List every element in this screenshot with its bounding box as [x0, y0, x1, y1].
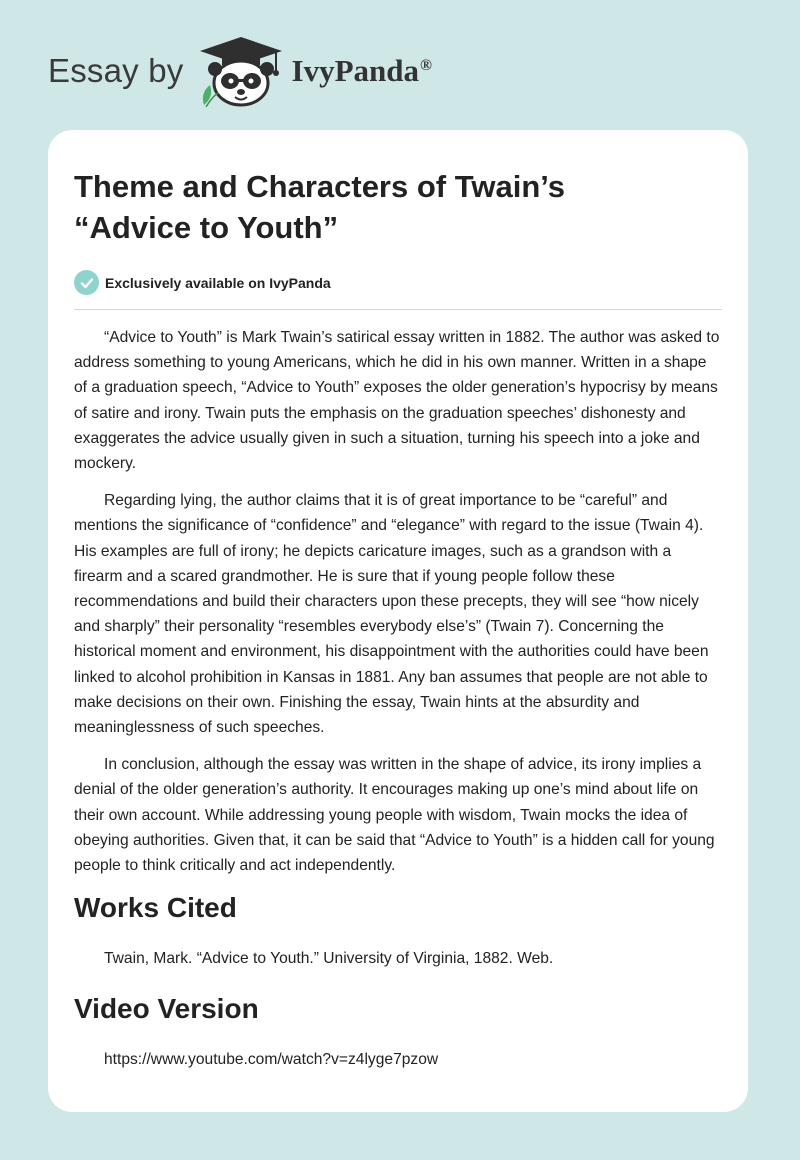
registered-mark: ®	[419, 56, 432, 74]
brand-prefix: Essay by	[48, 52, 184, 89]
site-header	[48, 36, 432, 106]
check-icon	[74, 270, 99, 295]
paragraph-1: “Advice to Youth” is Mark Twain’s satirical essay written in 1882. The author was asked to address something to young Americans, which he did in his own manner. Written in a shape of a graduation speech, “Advice to Youth” exposes the older generation’s hypocrisy by means of satire and irony. Twain puts the emphasis on the graduation speeches’ dishonesty and exaggerates the advice usually given in such a situation, turning his speech into a joke and mockery.	[74, 329, 720, 473]
exclusive-badge	[74, 270, 722, 310]
title-line-1: Theme and Characters of Twain’s	[74, 169, 565, 204]
panda-graduate-icon[interactable]	[198, 35, 284, 107]
citation-entry: Twain, Mark. “Advice to Youth.” University of Virginia, 1882. Web.	[104, 950, 554, 968]
brand-name[interactable]	[292, 53, 432, 89]
brand-name-text[interactable]: IvyPanda	[291, 53, 419, 88]
video-version-heading: Video Version	[74, 993, 259, 1025]
works-cited-heading: Works Cited	[74, 892, 237, 924]
exclusive-badge-text: Exclusively available on IvyPanda	[105, 274, 331, 291]
essay-body	[74, 325, 722, 878]
paragraph-2: Regarding lying, the author claims that it is of great importance to be “careful” and mentions the significance of “confidence” and “elegance” with regard to the issue (Twain 4). His examples are full of irony; he depicts caricature images, such as a grandson with a firearm and a scared grandmother. He is sure that if young people follow these recommendations and build their characters upon these precepts, they will see “how nicely and sharply” their personality “resembles everybody else’s” (Twain 7). Concerning the historical moment and environment, his disappointment with the authorities could have been linked to alcohol prohibition in Kansas in 1881. Any ban assumes that people are not able to make decisions on their own. Finishing the essay, Twain hints at the absurdity and meaninglessness of such speeches.	[74, 492, 709, 737]
paragraph-3: In conclusion, although the essay was written in the shape of advice, its irony implies a denial of the older generation’s authority. It encourages making up one’s mind about life on their own account. While addressing young people with wisdom, Twain mocks the idea of obeying authorities. Given that, it can be said that “Advice to Youth” is a hidden call for young people to think critically and act independently.	[74, 756, 715, 875]
essay-title	[74, 166, 722, 248]
essay-card	[48, 130, 748, 1112]
video-link[interactable]: https://www.youtube.com/watch?v=z4lyge7pzow	[104, 1051, 439, 1069]
title-line-2: “Advice to Youth”	[74, 210, 339, 245]
